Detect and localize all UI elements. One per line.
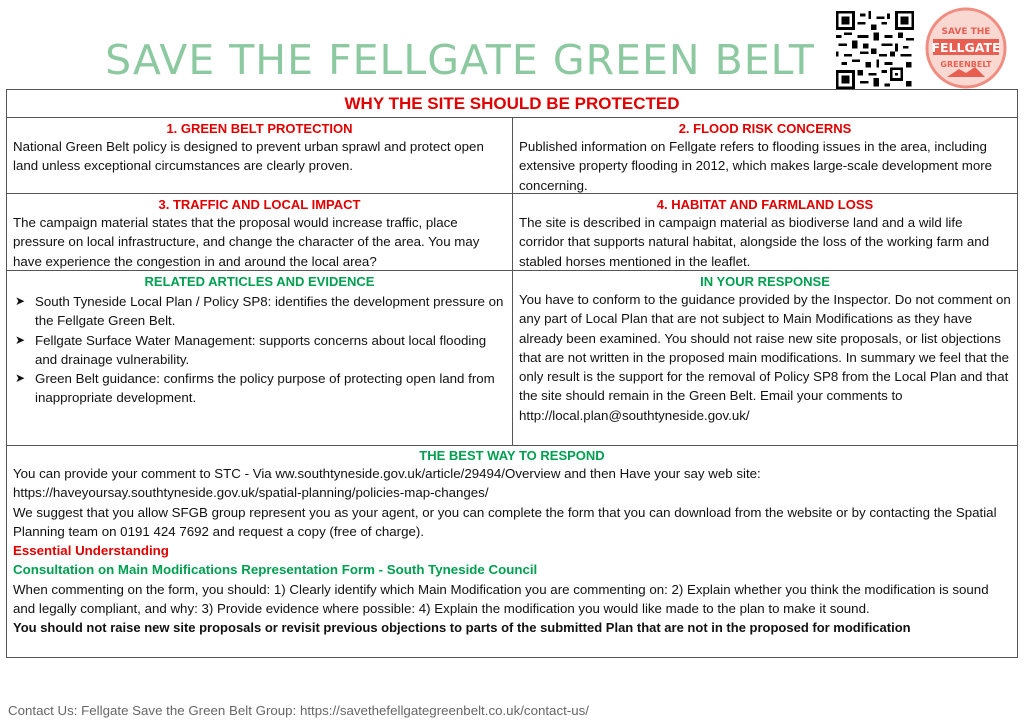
page-title: SAVE THE FELLGATE GREEN BELT — [105, 36, 815, 84]
section-flood-risk — [513, 118, 1017, 193]
respond-paragraph-2: We suggest that you allow SFGB group represent you as your agent, or you can complete the form that you can download from the website or by contacting the Spatial Planning team on 0191 424 7692 and request a copy (free of charge). — [13, 504, 997, 539]
essential-understanding: Essential Understanding — [13, 543, 169, 559]
evidence-item-text: Green Belt guidance: confirms the policy purpose of protecting open land from inappropriate development. — [35, 371, 495, 406]
evidence-list — [13, 292, 506, 408]
section-body: Published information on Fellgate refers to flooding issues in the area, including extensive property flooding in 2012, which makes large-scale development more concerning. — [519, 139, 993, 193]
section-body: The campaign material states that the proposal would increase traffic, place pressure on local infrastructure, and change the character of the area. You may have experience the congestion in and around the local area? — [13, 215, 480, 269]
qr-code-icon[interactable] — [836, 11, 914, 89]
response-body: You have to conform to the guidance provided by the Inspector. Do not comment on any part of Local Plan that are not subject to Main Modifications as they have already been examined. You should not raise new site proposals, or list objections that are not written in the proposed main modifications. In summary we feel that the only result is the support for the removal of Policy SP8 from the Local Plan and that the site should remain in the Green Belt. Email your comments to http://local.plan@southtyneside.gov.uk/ — [519, 292, 1011, 423]
evidence-item-text: Fellgate Surface Water Management: supports concerns about local flooding and drainage vulnerability. — [35, 332, 487, 367]
list-item — [15, 369, 506, 408]
logo-line1: SAVE THE — [941, 27, 991, 37]
warning-text: You should not raise new site proposals or revisit previous objections to parts of the submitted Plan that are not in the proposed for modification — [13, 620, 911, 636]
respond-paragraph-3: When commenting on the form, you should: 1) Clearly identify which Main Modification you are commenting on: 2) Explain whether you think the modification is sound and legally compliant, and why: 3) Provide evidence where possible: 4) Explain the modification you would like made to the plan to make it sound. — [13, 581, 989, 617]
section-heading: 3. TRAFFIC AND LOCAL IMPACT — [158, 197, 361, 212]
section-habitat — [513, 194, 1017, 270]
logo-line3: GREENBELT — [940, 60, 992, 69]
form-title: Consultation on Main Modifications Representation Form - South Tyneside Council — [13, 562, 538, 578]
evidence-heading: RELATED ARTICLES AND EVIDENCE — [144, 274, 375, 289]
section-evidence — [7, 271, 512, 445]
section-traffic — [7, 194, 512, 270]
arrow-bullet-icon: ➤ — [15, 332, 26, 347]
section-body: National Green Belt policy is designed to prevent urban sprawl and protect open land unless exceptional circumstances are clearly proven. — [13, 139, 484, 174]
section-best-way — [7, 445, 1017, 657]
list-item — [15, 292, 506, 331]
list-item — [15, 331, 506, 370]
section-heading: 4. HABITAT AND FARMLAND LOSS — [656, 197, 874, 212]
respond-paragraph-1: You can provide your comment to STC - Via ww.southtyneside.gov.uk/article/29494/Overview and then Have your say web site: https://haveyoursay.southtyneside.gov.uk/spatial-planning/policies-map-changes/ — [13, 466, 761, 501]
section-heading: 1. GREEN BELT PROTECTION — [166, 121, 353, 136]
logo-line2: FELLGATE — [931, 40, 1001, 55]
content-table — [6, 89, 1018, 658]
evidence-item-text: South Tyneside Local Plan / Policy SP8: identifies the development pressure on the Fellgate Green Belt. — [35, 294, 504, 329]
section-response — [513, 271, 1017, 445]
contact-footer: Contact Us: Fellgate Save the Green Belt Group: https://savethefellgategreenbelt.co.uk/contact-us/ — [8, 703, 589, 718]
respond-heading: THE BEST WAY TO RESPOND — [419, 448, 605, 463]
section-green-belt — [7, 118, 512, 193]
arrow-bullet-icon: ➤ — [15, 371, 26, 386]
response-heading: IN YOUR RESPONSE — [700, 274, 830, 289]
section-heading: 2. FLOOD RISK CONCERNS — [678, 121, 852, 136]
protected-header: WHY THE SITE SHOULD BE PROTECTED — [7, 90, 1017, 118]
section-body: The site is described in campaign material as biodiverse land and a wild life corridor that supports natural habitat, alongside the loss of the working farm and stabled horses mentioned in the leaflet. — [519, 215, 990, 269]
save-fellgate-logo — [925, 7, 1007, 89]
arrow-bullet-icon: ➤ — [15, 294, 26, 308]
